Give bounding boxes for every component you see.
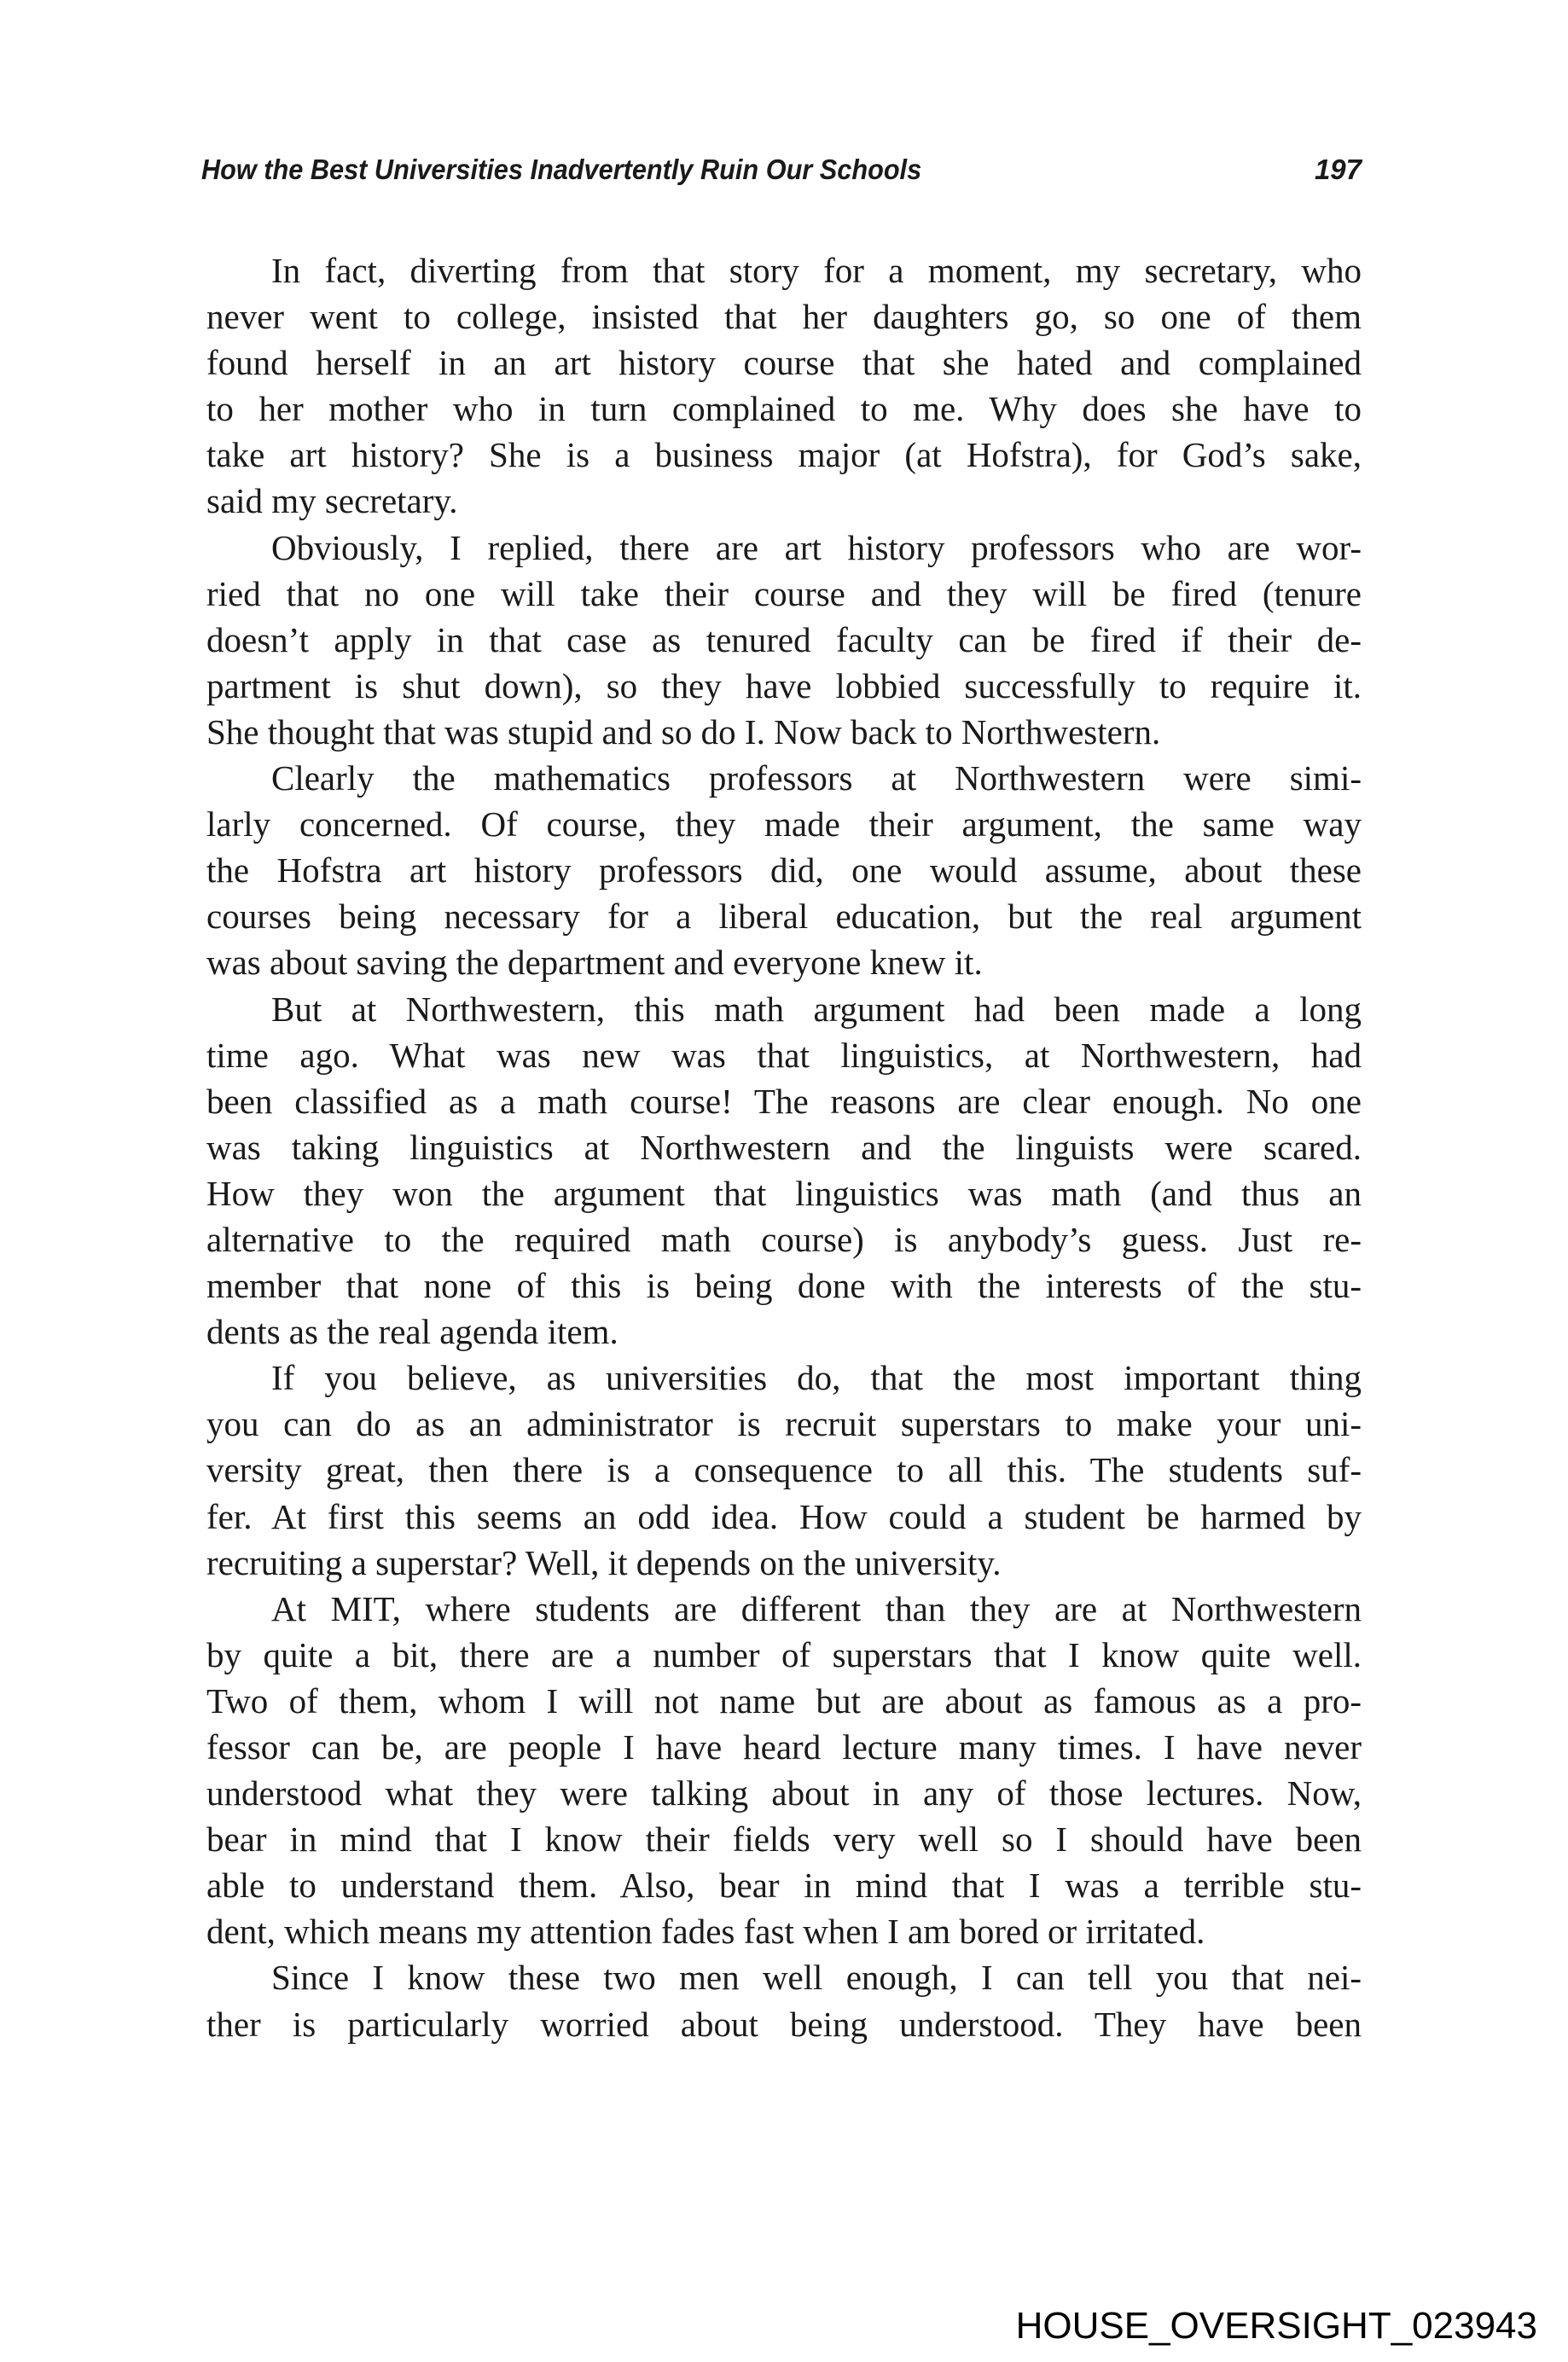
text-line: was about saving the department and everyone knew it. [206, 943, 983, 983]
text-line: courses being necessary for a liberal education, but the real argument [206, 897, 1362, 937]
text-line: ried that no one will take their course and they will be fired (tenure [206, 573, 1362, 613]
paragraph [206, 247, 1362, 525]
paragraph [206, 1355, 1362, 1585]
text-line: She thought that was stupid and so do I. Now back to Northwestern. [206, 711, 1161, 752]
paragraph [206, 525, 1362, 755]
text-line: Obviously, I replied, there are art history professors who are wor- [271, 527, 1362, 567]
text-line: Two of them, whom I will not name but are about as famous as a pro- [206, 1680, 1362, 1721]
paragraph [206, 1586, 1362, 1955]
text-line: recruiting a superstar? Well, it depends on the university. [206, 1542, 1002, 1582]
text-line: At MIT, where students are different than they are at Northwestern [271, 1588, 1362, 1628]
text-line: understood what they were talking about in any of those lectures. Now, [206, 1773, 1362, 1814]
running-header-title: How the Best Universities Inadvertently Ruin Our Schools [201, 154, 922, 185]
text-line: fessor can be, are people I have heard lecture many times. I have never [206, 1727, 1362, 1767]
text-line: said my secretary. [206, 481, 458, 521]
text-line: In fact, diverting from that story for a moment, my secretary, who [271, 251, 1362, 290]
text-line: If you believe, as universities do, that the most important thing [271, 1358, 1362, 1398]
paragraph [206, 1954, 1362, 2046]
text-line: by quite a bit, there are a number of superstars that I know quite well. [206, 1634, 1362, 1674]
page-number: 197 [1314, 154, 1362, 185]
text-line: Clearly the mathematics professors at Northwestern were simi- [271, 758, 1362, 798]
text-line: never went to college, insisted that her daughters go, so one of them [206, 297, 1362, 337]
paragraph [206, 755, 1362, 985]
text-line: member that none of this is being done with the interests of the stu- [206, 1266, 1362, 1306]
text-line: dents as the real agenda item. [206, 1312, 618, 1352]
text-line: alternative to the required math course) is anybody’s guess. Just re- [206, 1219, 1362, 1259]
body-text [206, 247, 1362, 2047]
paragraph [206, 986, 1362, 1355]
text-line: But at Northwestern, this math argument had been made a long [271, 989, 1362, 1029]
text-line: dent, which means my attention fades fast when I am bored or irritated. [206, 1912, 1205, 1952]
text-line: fer. At first this seems an odd idea. How could a student be harmed by [206, 1496, 1362, 1536]
text-line: time ago. What was new was that linguistics, at Northwestern, had [206, 1035, 1362, 1075]
text-line: to her mother who in turn complained to me. Why does she have to [206, 389, 1362, 429]
text-line: partment is shut down), so they have lobbied successfully to require it. [206, 665, 1362, 705]
text-line: Since I know these two men well enough, I can tell you that nei- [271, 1958, 1362, 1998]
text-line: been classified as a math course! The reasons are clear enough. No one [206, 1081, 1362, 1121]
text-line: you can do as an administrator is recruit superstars to make your uni- [206, 1404, 1362, 1444]
text-line: doesn’t apply in that case as tenured faculty can be fired if their de- [206, 619, 1362, 659]
text-line: take art history? She is a business major (at Hofstra), for God’s sake, [206, 435, 1362, 475]
text-line: larly concerned. Of course, they made their argument, the same way [206, 804, 1362, 844]
running-header [201, 154, 1362, 196]
text-line: How they won the argument that linguistics was math (and thus an [206, 1173, 1362, 1213]
text-line: able to understand them. Also, bear in mind that I was a terrible stu- [206, 1866, 1362, 1906]
bates-stamp: HOUSE_OVERSIGHT_023943 [1015, 2305, 1537, 2347]
text-line: bear in mind that I know their fields very well so I should have been [206, 1819, 1362, 1860]
text-line: found herself in an art history course that she hated and complained [206, 343, 1362, 383]
text-line: versity great, then there is a consequence to all this. The students suf- [206, 1450, 1362, 1490]
text-line: ther is particularly worried about being understood. They have been [206, 2004, 1362, 2044]
text-line: the Hofstra art history professors did, one would assume, about these [206, 850, 1362, 891]
text-line: was taking linguistics at Northwestern and the linguists were scared. [206, 1127, 1362, 1167]
